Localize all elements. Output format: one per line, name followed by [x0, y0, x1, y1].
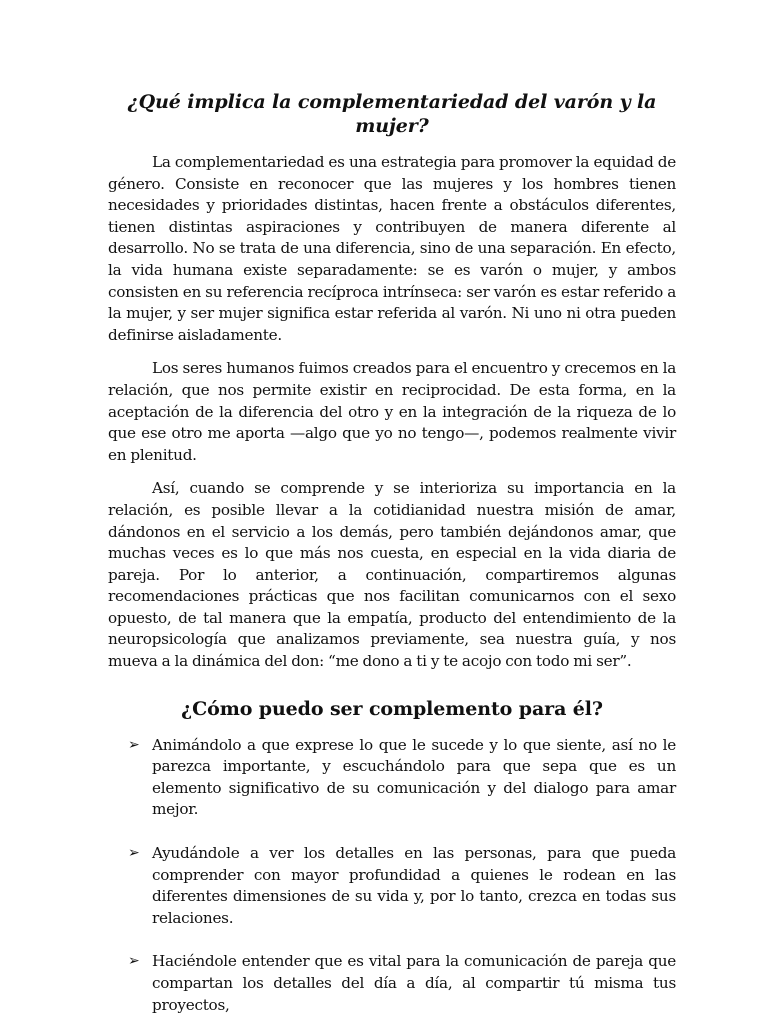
arrowhead-bullet-icon: ➢	[128, 736, 140, 753]
list-item-text: Haciéndole entender que es vital para la comunicación de pareja que compartan los detalles del día a día, al compartir tú misma tus proyectos,	[152, 952, 676, 1014]
list-item	[108, 735, 676, 821]
list-item	[108, 951, 676, 1016]
arrowhead-bullet-icon: ➢	[128, 845, 140, 862]
arrowhead-bullet-icon: ➢	[128, 953, 140, 970]
paragraph-encuentro: Los seres humanos fuimos creados para el encuentro y crecemos en la relación, que nos permite existir en reciprocidad. De esta forma, en la aceptación de la diferencia del otro y en la integración de la riqueza de lo que ese otro me aporta —algo que yo no tengo—, podemos realmente vivir en plenitud.	[108, 359, 676, 464]
section-title: ¿Cómo puedo ser complemento para él?	[181, 697, 603, 720]
list-item	[108, 843, 676, 929]
document-title: ¿Qué implica la complementariedad del varón y la mujer?	[127, 91, 657, 137]
list-item-text: Ayudándole a ver los detalles en las personas, para que pueda comprender con mayor profundidad a quienes le rodean en las diferentes dimensiones de su vida y, por lo tanto, crezca en todas sus relaciones.	[152, 844, 676, 927]
paragraph-mision-de-amar: Así, cuando se comprende y se interioriza su importancia en la relación, es posible llevar a la cotidianidad nuestra misión de amar, dándonos en el servicio a los demás, pero también dejándonos amar, que muchas veces es lo que más nos cuesta, en especial en la vida diaria de pareja. Por lo anterior, a continuación, compartiremos algunas recomendaciones prácticas que nos facilitan comunicarnos con el sexo opuesto, de tal manera que la empatía, producto del entendimiento de la neuropsicología que analizamos previamente, sea nuestra guía, y nos mueva a la dinámica del don: “me dono a ti y te acojo con todo mi ser”.	[108, 479, 676, 671]
list-item-text: Animándolo a que exprese lo que le sucede y lo que siente, así no le parezca importante, y escuchándolo para que sepa que es un elemento significativo de su comunicación y del dialogo para amar mejor.	[152, 735, 676, 819]
paragraph-complementariedad: La complementariedad es una estrategia para promover la equidad de género. Consiste en reconocer que las mujeres y los hombres tienen necesidades y prioridades distintas, hacen frente a obstáculos diferentes, tienen distintas aspiraciones y contribuyen de manera diferente al desarrollo. No se trata de una diferencia, sino de una separación. En efecto, la vida humana existe separadamente: se es varón o mujer, y ambos consisten en su referencia recíproca intrínseca: ser varón es estar referido a la mujer, y ser mujer significa estar referida al varón. Ni uno ni otra pueden definirse aisladamente.	[108, 153, 676, 344]
recommendation-list	[108, 735, 676, 1017]
